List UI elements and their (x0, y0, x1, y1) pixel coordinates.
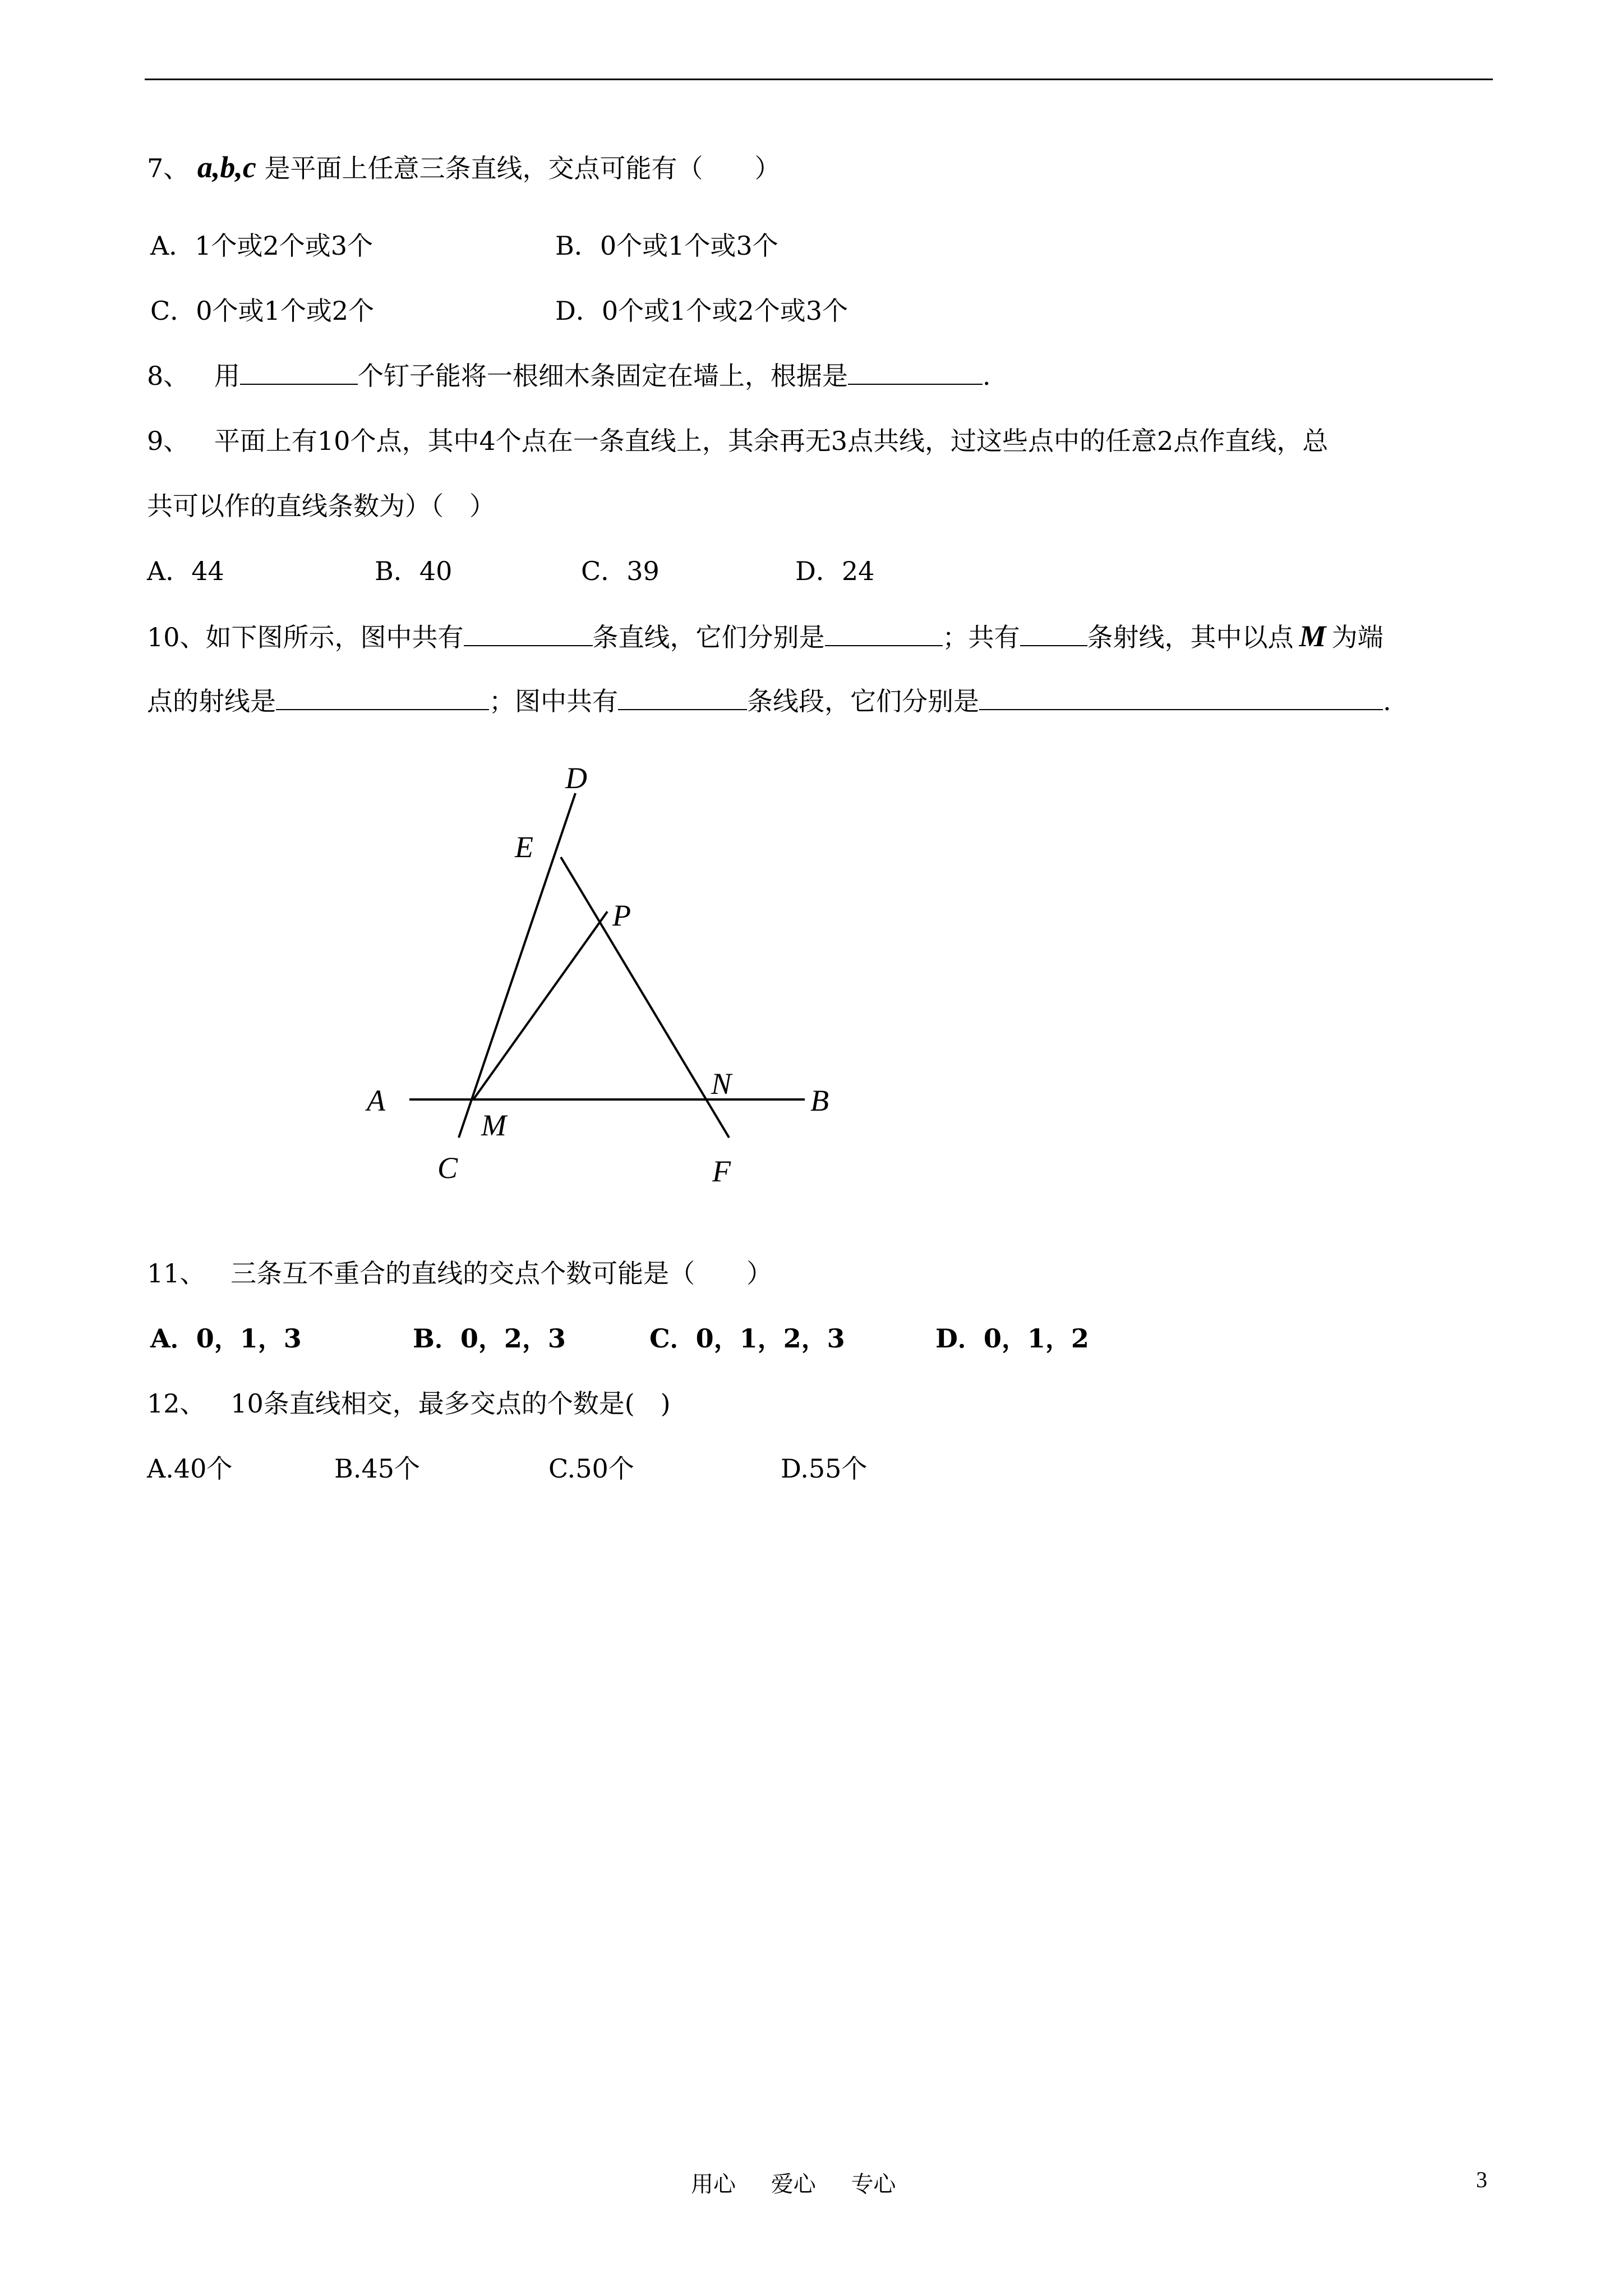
header-rule (145, 79, 1493, 80)
answer-blank[interactable] (979, 684, 1383, 710)
answer-blank[interactable] (240, 359, 358, 385)
point-label-a: A (367, 1084, 385, 1117)
option-d: D．0个或1个或2个或3个 (555, 296, 848, 326)
option-c: C．39 (581, 556, 660, 586)
question-9: 9、 平面上有10个点，其中4个点在一条直线上，其余再无3点共线，过这些点中的任意2点作直线，总 (147, 426, 1329, 456)
answer-blank[interactable] (618, 684, 747, 710)
option-d: D．24 (795, 556, 875, 586)
option-b: B．40 (375, 556, 453, 586)
option-a: A．0，1，3 (150, 1323, 302, 1354)
option-a: A．44 (147, 556, 224, 586)
option-c: C．0，1，2，3 (649, 1323, 845, 1354)
option-d: D．0，1，2 (935, 1323, 1089, 1354)
line-ef (561, 857, 729, 1138)
question-12: 12、 10条直线相交，最多交点的个数是( ) (147, 1388, 671, 1419)
option-b: B．0个或1个或3个 (555, 231, 778, 261)
question-8: 8、 用 个钉子能将一根细木条固定在墙上，根据是 . (147, 359, 991, 393)
option-c: C.50个 (548, 1453, 634, 1484)
question-10: 10、如下图所示，图中共有 条直线，它们分别是 ；共有 条射线，其中以点 M 为端 (147, 619, 1384, 653)
page-number: 3 (1476, 2167, 1487, 2192)
answer-blank[interactable] (825, 620, 943, 646)
question-9-continued: 共可以作的直线条数为）（ ） (147, 491, 495, 521)
question-11: 11、 三条互不重合的直线的交点个数可能是（ ） (147, 1258, 773, 1289)
variables: a,b,c (197, 150, 256, 184)
point-label-p: P (612, 899, 631, 932)
footer-motto: 用心 爱心 专心 (691, 2171, 896, 2197)
point-label-d: D (565, 763, 587, 795)
question-10-continued: 点的射线是 ；图中共有 条线段，它们分别是 . (147, 684, 1391, 718)
point-label-e: E (515, 830, 533, 864)
question-number: 7、 (147, 153, 190, 183)
answer-blank[interactable] (276, 684, 489, 710)
option-c: C．0个或1个或2个 (150, 296, 375, 326)
segment-mp (473, 912, 607, 1099)
point-label-f: F (712, 1154, 731, 1188)
option-a: A.40个 (147, 1453, 233, 1484)
option-b: B.45个 (334, 1453, 420, 1484)
point-label-n: N (711, 1067, 732, 1101)
question-text: 是平面上任意三条直线，交点可能有（ ） (264, 153, 781, 183)
question-7 (147, 150, 781, 185)
option-d: D.55个 (781, 1453, 868, 1484)
answer-blank[interactable] (464, 620, 593, 646)
answer-blank[interactable] (1020, 620, 1087, 646)
point-label-b: B (810, 1084, 829, 1117)
option-a: A．1个或2个或3个 (150, 231, 374, 261)
point-label-m: M (481, 1108, 506, 1142)
point-label-c: C (437, 1151, 458, 1185)
option-b: B．0，2，3 (413, 1323, 566, 1354)
geometry-figure (348, 763, 909, 1200)
answer-blank[interactable] (848, 359, 983, 385)
